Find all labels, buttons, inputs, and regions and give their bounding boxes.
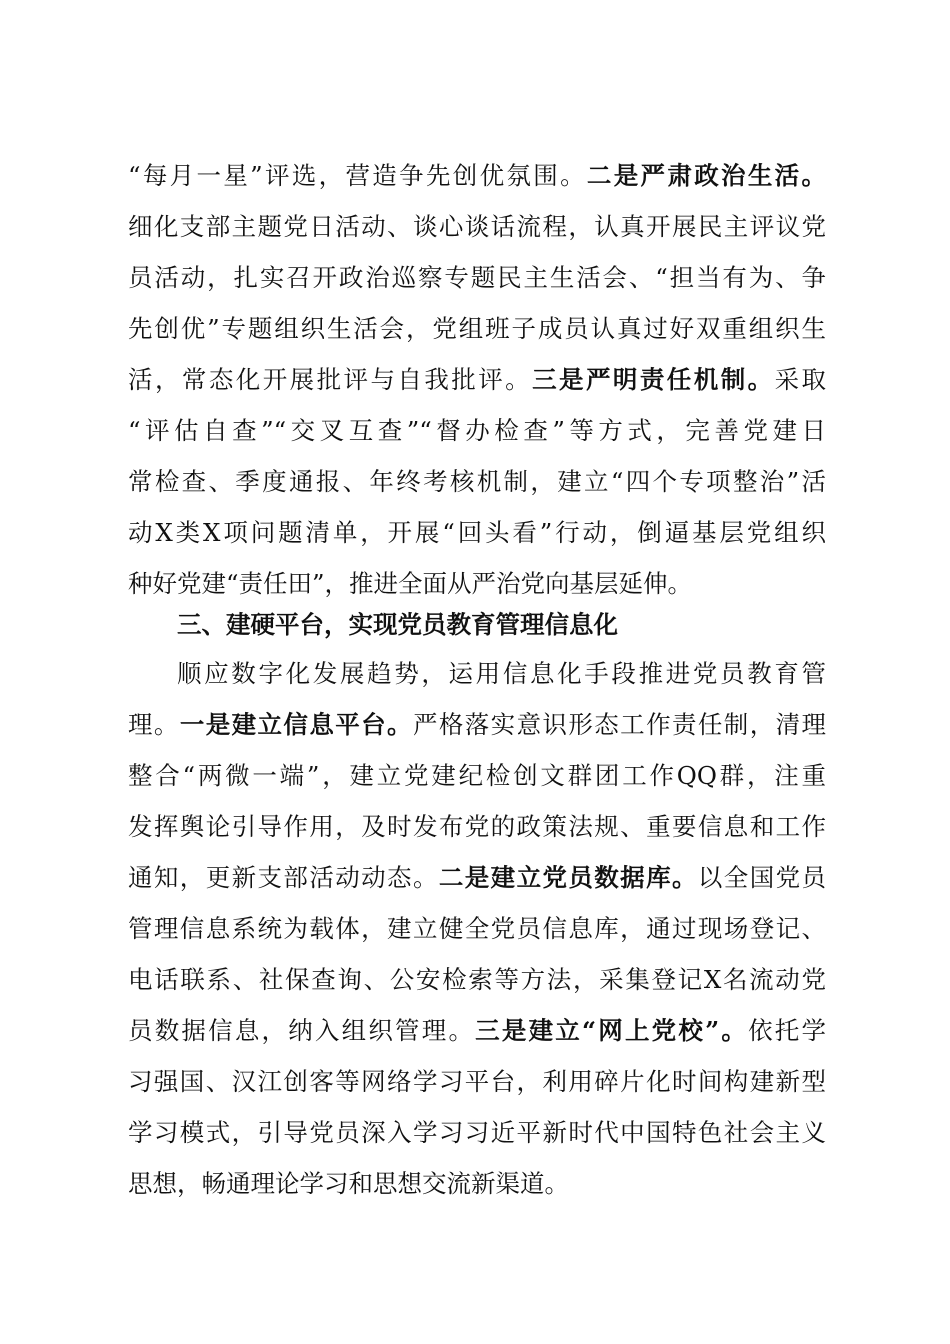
text-line	[128, 157, 826, 195]
text-line	[128, 859, 826, 897]
text-line: 思想，畅通理论学习和思想交流新渠道。	[128, 1169, 569, 1198]
text-line: 发挥舆论引导作用，及时发布党的政策法规、重要信息和工作	[128, 812, 826, 841]
emphasis-run: 三是严明责任机制。	[532, 365, 775, 394]
section-heading: 三、建硬平台，实现党员教育管理信息化	[177, 610, 618, 639]
text-run: 活，常态化开展批评与自我批评。	[128, 365, 533, 394]
text-line: 先创优”专题组织生活会，党组班子成员认真过好双重组织生	[128, 314, 826, 343]
text-line: 细化支部主题党日活动、谈心谈话流程，认真开展民主评议党	[128, 212, 826, 241]
text-line: 员活动，扎实召开政治巡察专题民主生活会、“担当有为、争	[128, 263, 826, 292]
text-line	[128, 706, 826, 744]
text-line: 管理信息系统为载体，建立健全党员信息库，通过现场登记、	[128, 914, 826, 943]
text-run: 理。	[128, 710, 180, 739]
text-run: 通知，更新支部活动动态。	[128, 863, 439, 892]
text-run: “每月一星”评选，营造争先创优氛围。	[128, 161, 587, 190]
text-line: 顺应数字化发展趋势，运用信息化手段推进党员教育管	[177, 659, 826, 688]
text-run: 严格落实意识形态工作责任制，清理	[412, 710, 826, 739]
emphasis-run: 三是建立“网上党校”。	[475, 1016, 749, 1045]
text-line: 学习模式，引导党员深入学习习近平新时代中国特色社会主义	[128, 1118, 826, 1147]
text-run: 以全国党员	[697, 863, 826, 892]
emphasis-run: 一是建立信息平台。	[179, 710, 413, 739]
text-line: 电话联系、社保查询、公安检索等方法，采集登记X名流动党	[128, 965, 826, 994]
text-line: 习强国、汉江创客等网络学习平台，利用碎片化时间构建新型	[128, 1067, 826, 1096]
text-line: 动X类X项问题清单，开展“回头看”行动，倒逼基层党组织	[128, 518, 826, 547]
emphasis-run: 二是严肃政治生活。	[586, 161, 826, 190]
emphasis-run: 二是建立党员数据库。	[438, 863, 698, 892]
text-line	[128, 361, 826, 399]
text-line	[128, 1012, 826, 1050]
text-run: 采取	[774, 365, 826, 394]
text-run: 员数据信息，纳入组织管理。	[128, 1016, 476, 1045]
text-line: 整合“两微一端”，建立党建纪检创文群团工作QQ群，注重	[128, 761, 826, 790]
text-line: 常检查、季度通报、年终考核机制，建立“四个专项整治”活	[128, 467, 826, 496]
text-run: 依托学	[748, 1016, 826, 1045]
text-line: 种好党建“责任田”，推进全面从严治党向基层延伸。	[128, 569, 693, 598]
text-line: “评估自查”“交叉互查”“督办检查”等方式，完善党建日	[128, 416, 826, 445]
